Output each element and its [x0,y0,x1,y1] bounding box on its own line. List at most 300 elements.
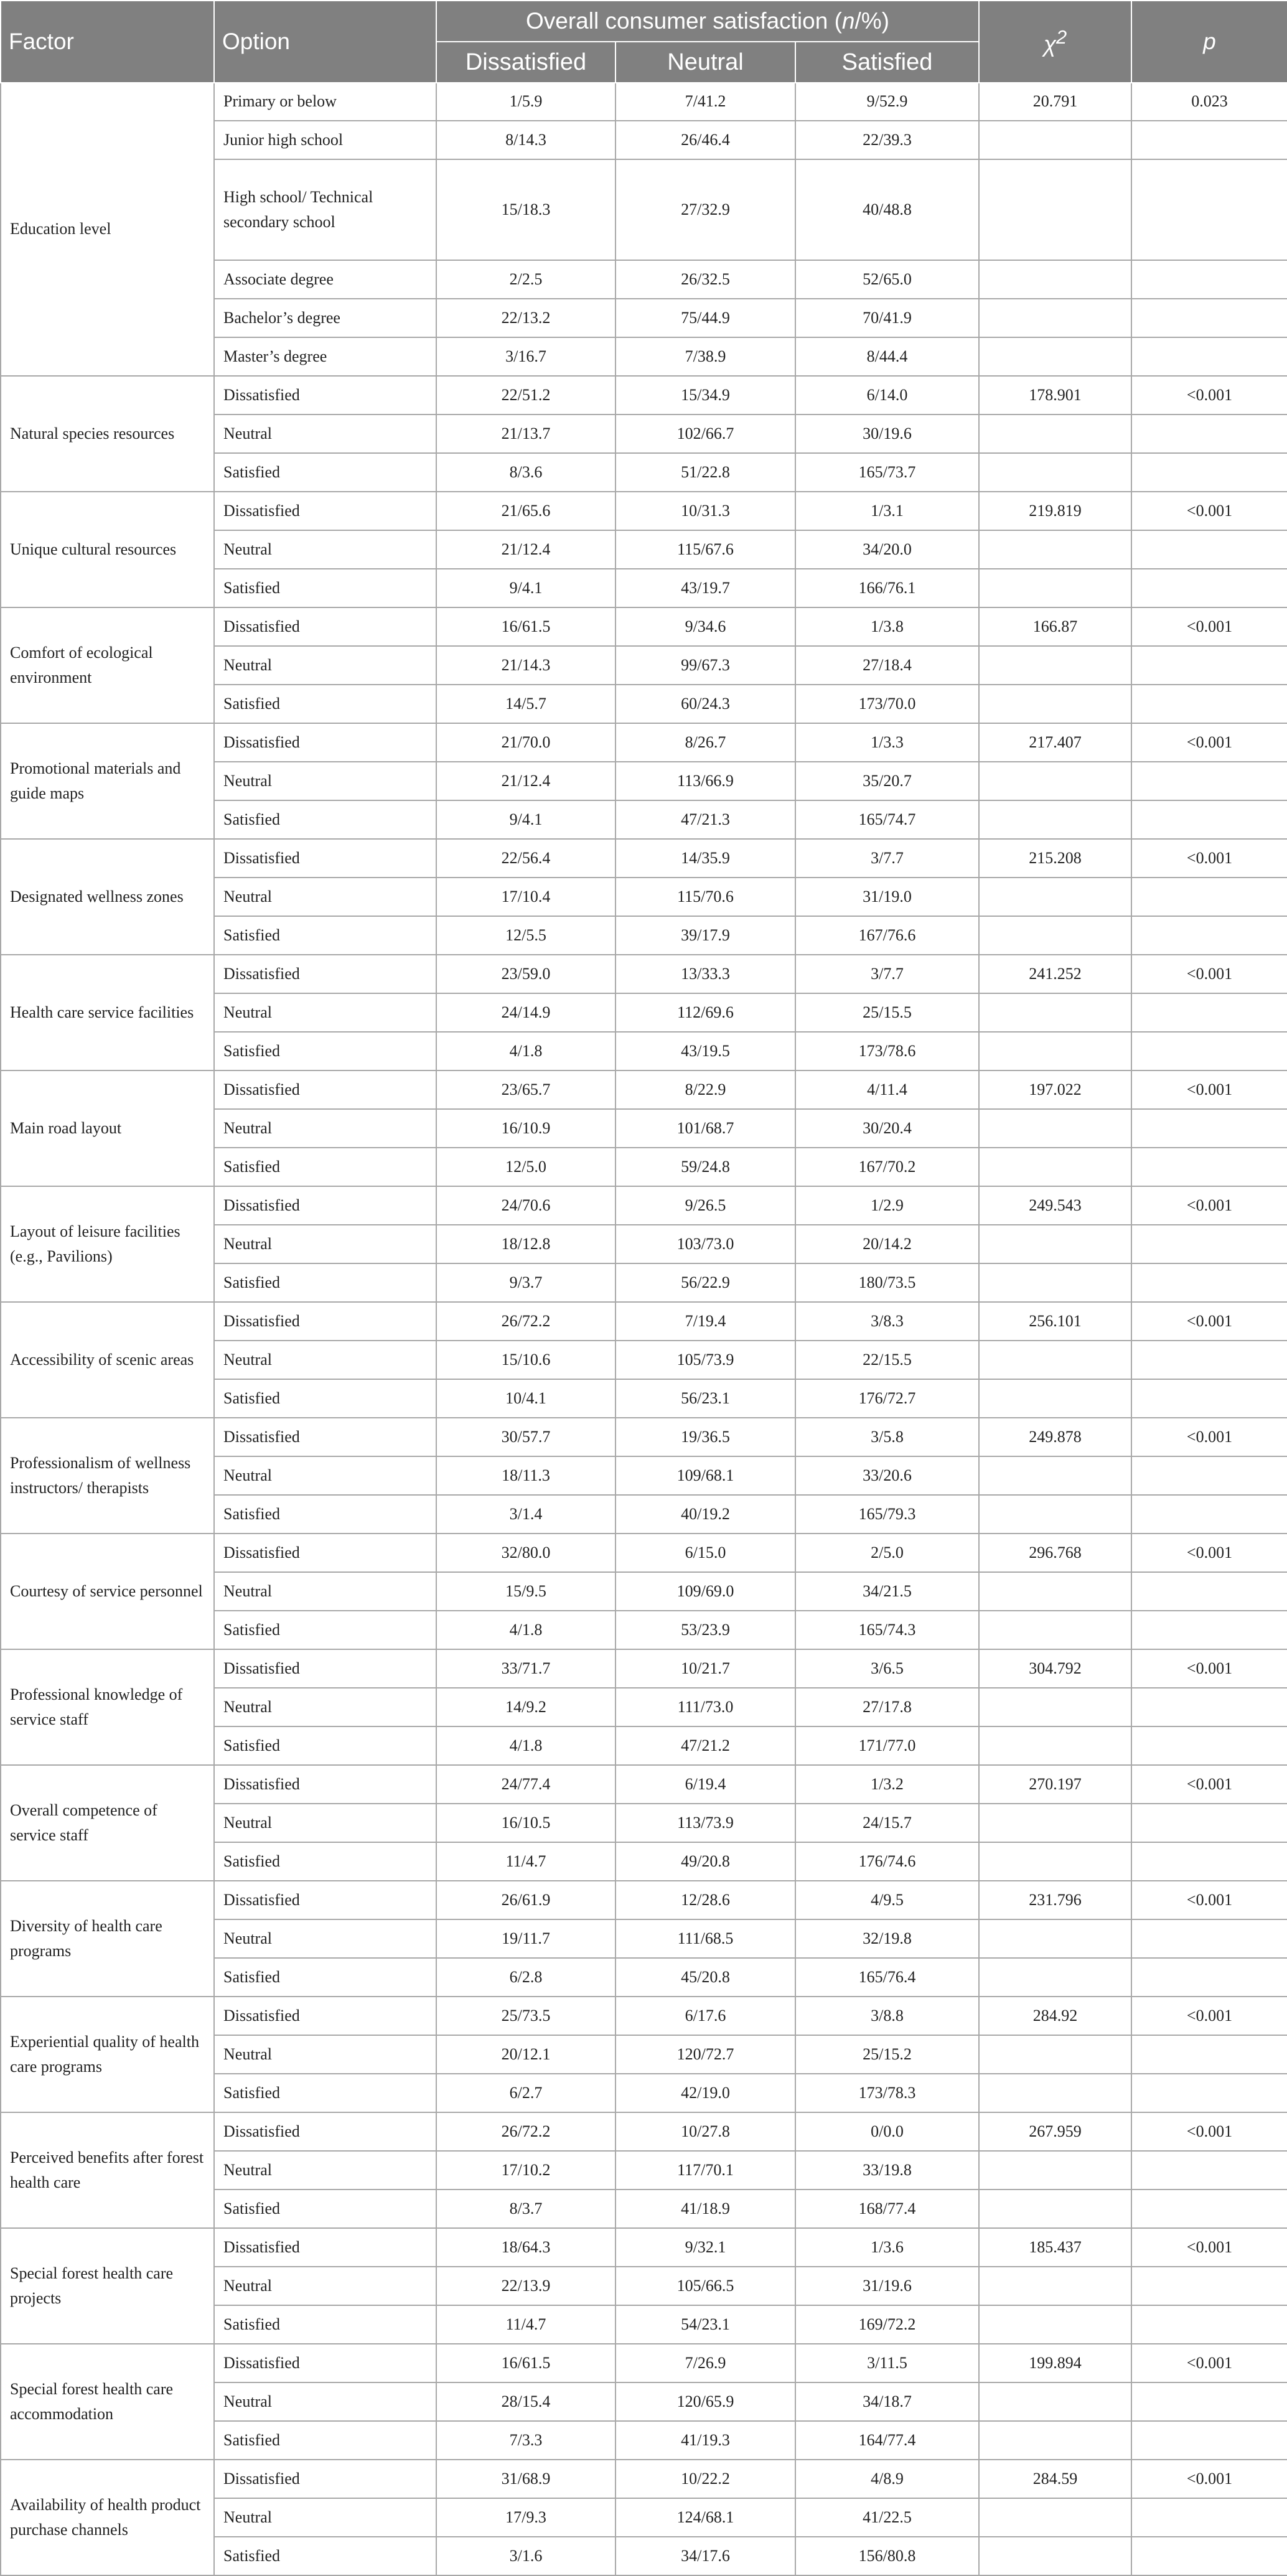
table-row [1,723,1287,762]
p-value-cell: <0.001 [1131,607,1287,646]
satisfied-cell: 22/15.5 [795,1341,979,1379]
neutral-cell: 109/69.0 [615,1572,795,1611]
satisfied-cell: 0/0.0 [795,2112,979,2151]
neutral-cell: 10/31.3 [615,492,795,530]
satisfied-cell: 41/22.5 [795,2498,979,2537]
satisfied-cell: 20/14.2 [795,1225,979,1263]
p-value-cell: <0.001 [1131,2460,1287,2498]
option-cell: Neutral [214,1225,436,1263]
satisfied-cell: 171/77.0 [795,1726,979,1765]
p-value-cell [1131,453,1287,492]
option-cell: Dissatisfied [214,955,436,993]
dissatisfied-cell: 22/13.9 [436,2267,615,2305]
option-cell: Dissatisfied [214,1881,436,1919]
table-row [1,1765,1287,1804]
factor-cell: Health care service facilities [1,955,214,1070]
chi-square-cell: 304.792 [979,1649,1131,1688]
dissatisfied-cell: 22/13.2 [436,299,615,337]
option-cell: Dissatisfied [214,1302,436,1341]
table-row [1,1997,1287,2035]
dissatisfied-cell: 15/10.6 [436,1341,615,1379]
header-chi-sup: 2 [1056,26,1067,48]
chi-square-cell: 185.437 [979,2228,1131,2267]
table-row [1,492,1287,530]
p-value-cell [1131,2035,1287,2074]
neutral-cell: 8/22.9 [615,1070,795,1109]
option-cell: Neutral [214,2267,436,2305]
neutral-cell: 113/73.9 [615,1804,795,1842]
factor-cell: Availability of health product purchase channels [1,2460,214,2575]
neutral-cell: 105/66.5 [615,2267,795,2305]
option-cell: Neutral [214,2382,436,2421]
satisfied-cell: 3/7.7 [795,839,979,878]
p-value-cell [1131,2305,1287,2344]
dissatisfied-cell: 14/5.7 [436,685,615,723]
option-cell: Neutral [214,1341,436,1379]
option-cell: Satisfied [214,1726,436,1765]
chi-square-cell [979,569,1131,607]
dissatisfied-cell: 7/3.3 [436,2421,615,2460]
satisfied-cell: 4/11.4 [795,1070,979,1109]
satisfied-cell: 4/9.5 [795,1881,979,1919]
dissatisfied-cell: 3/16.7 [436,337,615,376]
table-row [1,839,1287,878]
dissatisfied-cell: 21/70.0 [436,723,615,762]
header-p-value: p [1131,1,1287,83]
option-cell: Neutral [214,762,436,800]
chi-square-cell [979,1572,1131,1611]
option-cell: Satisfied [214,1611,436,1649]
neutral-cell: 59/24.8 [615,1148,795,1186]
option-cell: Dissatisfied [214,1418,436,1456]
table-row [1,1534,1287,1572]
chi-square-cell [979,1919,1131,1958]
table-row [1,1070,1287,1109]
chi-square-cell [979,1726,1131,1765]
dissatisfied-cell: 2/2.5 [436,260,615,299]
satisfied-cell: 34/20.0 [795,530,979,569]
option-cell: Dissatisfied [214,607,436,646]
satisfied-cell: 30/20.4 [795,1109,979,1148]
satisfied-cell: 2/5.0 [795,1534,979,1572]
dissatisfied-cell: 22/51.2 [436,376,615,415]
satisfied-cell: 3/6.5 [795,1649,979,1688]
neutral-cell: 8/26.7 [615,723,795,762]
dissatisfied-cell: 18/64.3 [436,2228,615,2267]
option-cell: Satisfied [214,1263,436,1302]
chi-square-cell: 197.022 [979,1070,1131,1109]
dissatisfied-cell: 16/61.5 [436,2344,615,2382]
p-value-cell [1131,1109,1287,1148]
chi-square-cell: 256.101 [979,1302,1131,1341]
neutral-cell: 120/65.9 [615,2382,795,2421]
satisfied-cell: 32/19.8 [795,1919,979,1958]
table-row [1,1186,1287,1225]
dissatisfied-cell: 24/77.4 [436,1765,615,1804]
chi-square-cell [979,453,1131,492]
neutral-cell: 47/21.2 [615,1726,795,1765]
neutral-cell: 7/26.9 [615,2344,795,2382]
neutral-cell: 53/23.9 [615,1611,795,1649]
option-cell: Dissatisfied [214,2344,436,2382]
option-cell: Satisfied [214,800,436,839]
chi-square-cell [979,1225,1131,1263]
p-value-cell: <0.001 [1131,1649,1287,1688]
chi-square-cell [979,916,1131,955]
neutral-cell: 120/72.7 [615,2035,795,2074]
p-value-cell [1131,916,1287,955]
option-cell: Satisfied [214,685,436,723]
dissatisfied-cell: 8/3.6 [436,453,615,492]
dissatisfied-cell: 15/18.3 [436,159,615,260]
chi-square-cell: 215.208 [979,839,1131,878]
p-value-cell [1131,1958,1287,1997]
dissatisfied-cell: 8/3.7 [436,2190,615,2228]
satisfied-cell: 165/74.3 [795,1611,979,1649]
dissatisfied-cell: 24/70.6 [436,1186,615,1225]
satisfied-cell: 52/65.0 [795,260,979,299]
factor-cell: Experiential quality of health care programs [1,1997,214,2112]
dissatisfied-cell: 21/65.6 [436,492,615,530]
option-cell: Dissatisfied [214,1534,436,1572]
dissatisfied-cell: 31/68.9 [436,2460,615,2498]
chi-square-cell [979,159,1131,260]
dissatisfied-cell: 17/9.3 [436,2498,615,2537]
table-row [1,1302,1287,1341]
neutral-cell: 6/15.0 [615,1534,795,1572]
neutral-cell: 13/33.3 [615,955,795,993]
dissatisfied-cell: 30/57.7 [436,1418,615,1456]
chi-square-cell [979,1842,1131,1881]
satisfied-cell: 35/20.7 [795,762,979,800]
option-cell: Dissatisfied [214,2460,436,2498]
satisfied-cell: 169/72.2 [795,2305,979,2344]
satisfied-cell: 173/78.6 [795,1032,979,1070]
option-cell: Neutral [214,1572,436,1611]
satisfied-cell: 33/20.6 [795,1456,979,1495]
neutral-cell: 12/28.6 [615,1881,795,1919]
table-body [1,83,1287,2575]
satisfied-cell: 165/76.4 [795,1958,979,1997]
satisfied-cell: 70/41.9 [795,299,979,337]
p-value-cell: <0.001 [1131,492,1287,530]
p-value-cell [1131,2074,1287,2112]
satisfied-cell: 167/76.6 [795,916,979,955]
factor-cell: Special forest health care projects [1,2228,214,2344]
p-value-cell [1131,800,1287,839]
chi-square-cell: 270.197 [979,1765,1131,1804]
option-cell: Satisfied [214,2305,436,2344]
table-row [1,2344,1287,2382]
dissatisfied-cell: 3/1.4 [436,1495,615,1534]
dissatisfied-cell: 32/80.0 [436,1534,615,1572]
satisfied-cell: 25/15.5 [795,993,979,1032]
factor-cell: Education level [1,83,214,376]
option-cell: Neutral [214,646,436,685]
option-cell: Satisfied [214,2421,436,2460]
p-value-cell: <0.001 [1131,1881,1287,1919]
neutral-cell: 34/17.6 [615,2537,795,2575]
option-cell: Primary or below [214,83,436,121]
table-row [1,1649,1287,1688]
neutral-cell: 7/19.4 [615,1302,795,1341]
dissatisfied-cell: 9/4.1 [436,569,615,607]
factor-cell: Courtesy of service personnel [1,1534,214,1649]
satisfied-cell: 173/78.3 [795,2074,979,2112]
option-cell: Satisfied [214,1958,436,1997]
neutral-cell: 124/68.1 [615,2498,795,2537]
neutral-cell: 101/68.7 [615,1109,795,1148]
p-value-cell: <0.001 [1131,1186,1287,1225]
neutral-cell: 103/73.0 [615,1225,795,1263]
neutral-cell: 40/19.2 [615,1495,795,1534]
satisfied-cell: 25/15.2 [795,2035,979,2074]
p-value-cell [1131,121,1287,159]
option-cell: Neutral [214,2035,436,2074]
chi-square-cell: 267.959 [979,2112,1131,2151]
p-value-cell [1131,2498,1287,2537]
factor-cell: Comfort of ecological environment [1,607,214,723]
option-cell: Dissatisfied [214,723,436,762]
satisfied-cell: 9/52.9 [795,83,979,121]
p-value-cell [1131,2267,1287,2305]
p-value-cell [1131,337,1287,376]
dissatisfied-cell: 19/11.7 [436,1919,615,1958]
dissatisfied-cell: 4/1.8 [436,1611,615,1649]
table-row [1,376,1287,415]
option-cell: Dissatisfied [214,1765,436,1804]
chi-square-cell [979,2074,1131,2112]
chi-square-cell [979,762,1131,800]
option-cell: Satisfied [214,569,436,607]
dissatisfied-cell: 23/59.0 [436,955,615,993]
header-overall-satisfaction [436,1,979,42]
chi-square-cell: 217.407 [979,723,1131,762]
option-cell: Dissatisfied [214,1997,436,2035]
option-cell: Satisfied [214,1379,436,1418]
dissatisfied-cell: 10/4.1 [436,1379,615,1418]
chi-square-cell [979,2305,1131,2344]
table-row [1,1881,1287,1919]
factor-cell: Unique cultural resources [1,492,214,607]
p-value-cell: <0.001 [1131,1070,1287,1109]
neutral-cell: 102/66.7 [615,415,795,453]
chi-square-cell: 20.791 [979,83,1131,121]
table-row [1,83,1287,121]
neutral-cell: 47/21.3 [615,800,795,839]
p-value-cell: <0.001 [1131,1418,1287,1456]
satisfied-cell: 176/72.7 [795,1379,979,1418]
dissatisfied-cell: 23/65.7 [436,1070,615,1109]
satisfied-cell: 176/74.6 [795,1842,979,1881]
option-cell: Master’s degree [214,337,436,376]
dissatisfied-cell: 20/12.1 [436,2035,615,2074]
option-cell: Dissatisfied [214,2112,436,2151]
p-value-cell [1131,2190,1287,2228]
p-value-cell [1131,415,1287,453]
p-value-cell [1131,1148,1287,1186]
satisfied-cell: 1/3.1 [795,492,979,530]
dissatisfied-cell: 6/2.8 [436,1958,615,1997]
p-value-cell [1131,1804,1287,1842]
p-value-cell [1131,530,1287,569]
option-cell: Neutral [214,993,436,1032]
chi-square-cell [979,1109,1131,1148]
option-cell: Bachelor’s degree [214,299,436,337]
factor-cell: Professional knowledge of service staff [1,1649,214,1765]
chi-square-cell: 249.878 [979,1418,1131,1456]
chi-square-cell [979,1958,1131,1997]
p-value-cell [1131,1688,1287,1726]
p-value-cell: <0.001 [1131,2228,1287,2267]
p-value-cell [1131,1726,1287,1765]
dissatisfied-cell: 14/9.2 [436,1688,615,1726]
satisfied-cell: 165/79.3 [795,1495,979,1534]
option-cell: Associate degree [214,260,436,299]
satisfied-cell: 3/5.8 [795,1418,979,1456]
dissatisfied-cell: 33/71.7 [436,1649,615,1688]
option-cell: Neutral [214,530,436,569]
p-value-cell [1131,260,1287,299]
p-value-cell [1131,762,1287,800]
neutral-cell: 109/68.1 [615,1456,795,1495]
neutral-cell: 43/19.5 [615,1032,795,1070]
option-cell: Junior high school [214,121,436,159]
p-value-cell [1131,1572,1287,1611]
chi-square-cell: 284.92 [979,1997,1131,2035]
satisfied-cell: 1/3.3 [795,723,979,762]
satisfied-cell: 30/19.6 [795,415,979,453]
satisfied-cell: 34/18.7 [795,2382,979,2421]
chi-square-cell: 178.901 [979,376,1131,415]
p-value-cell [1131,2421,1287,2460]
chi-square-cell [979,530,1131,569]
p-value-cell [1131,646,1287,685]
p-value-cell [1131,1611,1287,1649]
dissatisfied-cell: 26/72.2 [436,1302,615,1341]
satisfied-cell: 22/39.3 [795,121,979,159]
option-cell: Neutral [214,1456,436,1495]
header-option: Option [214,1,436,83]
option-cell: Dissatisfied [214,839,436,878]
dissatisfied-cell: 11/4.7 [436,2305,615,2344]
neutral-cell: 9/32.1 [615,2228,795,2267]
satisfied-cell: 1/2.9 [795,1186,979,1225]
neutral-cell: 7/38.9 [615,337,795,376]
p-value-cell: 0.023 [1131,83,1287,121]
option-cell: High school/ Technical secondary school [214,159,436,260]
chi-square-cell [979,415,1131,453]
neutral-cell: 49/20.8 [615,1842,795,1881]
header-chi-square [979,1,1131,83]
satisfied-cell: 1/3.6 [795,2228,979,2267]
table-row [1,607,1287,646]
chi-square-cell: 219.819 [979,492,1131,530]
p-value-cell [1131,1263,1287,1302]
factor-cell: Professionalism of wellness instructors/ therapists [1,1418,214,1534]
chi-square-cell [979,2151,1131,2190]
satisfied-cell: 24/15.7 [795,1804,979,1842]
header-neutral: Neutral [615,42,795,83]
dissatisfied-cell: 12/5.5 [436,916,615,955]
p-value-cell: <0.001 [1131,1765,1287,1804]
chi-square-cell: 199.894 [979,2344,1131,2382]
satisfied-cell: 34/21.5 [795,1572,979,1611]
p-value-cell [1131,1379,1287,1418]
satisfied-cell: 31/19.0 [795,878,979,916]
chi-square-cell [979,337,1131,376]
chi-square-cell [979,1495,1131,1534]
chi-square-cell: 249.543 [979,1186,1131,1225]
neutral-cell: 15/34.9 [615,376,795,415]
satisfied-cell: 3/7.7 [795,955,979,993]
neutral-cell: 14/35.9 [615,839,795,878]
option-cell: Neutral [214,1688,436,1726]
neutral-cell: 6/17.6 [615,1997,795,2035]
option-cell: Dissatisfied [214,1186,436,1225]
satisfied-cell: 167/70.2 [795,1148,979,1186]
neutral-cell: 19/36.5 [615,1418,795,1456]
p-value-cell [1131,2151,1287,2190]
dissatisfied-cell: 9/3.7 [436,1263,615,1302]
neutral-cell: 54/23.1 [615,2305,795,2344]
option-cell: Neutral [214,2498,436,2537]
option-cell: Dissatisfied [214,376,436,415]
p-value-cell [1131,159,1287,260]
satisfied-cell: 3/11.5 [795,2344,979,2382]
p-value-cell: <0.001 [1131,2112,1287,2151]
option-cell: Neutral [214,2151,436,2190]
header-dissatisfied: Dissatisfied [436,42,615,83]
neutral-cell: 75/44.9 [615,299,795,337]
neutral-cell: 99/67.3 [615,646,795,685]
dissatisfied-cell: 12/5.0 [436,1148,615,1186]
chi-square-cell [979,2537,1131,2575]
p-value-cell [1131,1919,1287,1958]
option-cell: Neutral [214,1804,436,1842]
p-value-cell [1131,685,1287,723]
factor-cell: Designated wellness zones [1,839,214,955]
dissatisfied-cell: 8/14.3 [436,121,615,159]
chi-square-cell [979,2190,1131,2228]
p-value-cell: <0.001 [1131,955,1287,993]
p-value-cell: <0.001 [1131,1302,1287,1341]
option-cell: Neutral [214,878,436,916]
dissatisfied-cell: 9/4.1 [436,800,615,839]
factor-cell: Layout of leisure facilities (e.g., Pavilions) [1,1186,214,1302]
dissatisfied-cell: 17/10.4 [436,878,615,916]
option-cell: Satisfied [214,2537,436,2575]
header-overall-suffix: /%) [854,8,889,34]
satisfied-cell: 4/8.9 [795,2460,979,2498]
dissatisfied-cell: 4/1.8 [436,1726,615,1765]
dissatisfied-cell: 22/56.4 [436,839,615,878]
dissatisfied-cell: 17/10.2 [436,2151,615,2190]
p-value-cell [1131,569,1287,607]
satisfied-cell: 166/76.1 [795,569,979,607]
dissatisfied-cell: 16/10.9 [436,1109,615,1148]
factor-cell: Overall competence of service staff [1,1765,214,1881]
chi-square-cell: 241.252 [979,955,1131,993]
dissatisfied-cell: 26/61.9 [436,1881,615,1919]
neutral-cell: 27/32.9 [615,159,795,260]
neutral-cell: 43/19.7 [615,569,795,607]
neutral-cell: 105/73.9 [615,1341,795,1379]
satisfied-cell: 165/74.7 [795,800,979,839]
chi-square-cell [979,878,1131,916]
p-value-cell: <0.001 [1131,723,1287,762]
p-value-cell [1131,1495,1287,1534]
